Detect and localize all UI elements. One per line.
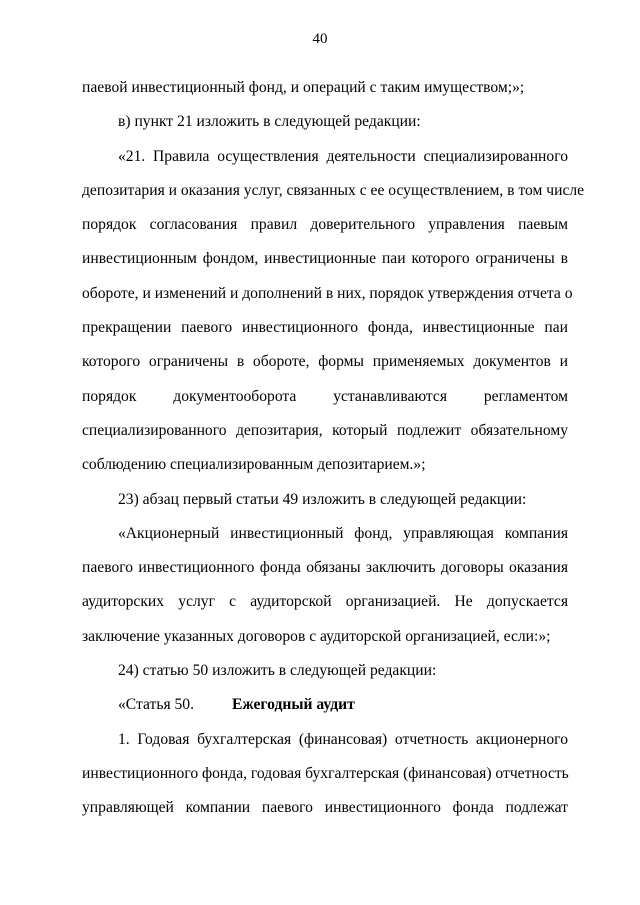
text-line: 24) статью 50 изложить в следующей редакции: xyxy=(118,662,437,680)
text-line: паевого инвестиционного фонда обязаны заключить договоры оказания xyxy=(82,559,568,577)
page-number: 40 xyxy=(312,31,328,47)
text-line: «Акционерный инвестиционный фонд, управляющая компания xyxy=(118,524,568,542)
text-line: в) пункт 21 изложить в следующей редакции: xyxy=(118,113,421,131)
text-line: паевой инвестиционный фонд, и операций с таким имуществом;»; xyxy=(82,79,525,96)
text-line: «21. Правила осуществления деятельности специализированного xyxy=(118,147,568,165)
text-line: 23) абзац первый статьи 49 изложить в следующей редакции: xyxy=(118,490,527,508)
text-line: обороте, и изменений и дополнений в них, порядок утверждения отчета о xyxy=(82,284,573,302)
text-line: прекращении паевого инвестиционного фонда, инвестиционные паи xyxy=(82,319,568,337)
text-line: инвестиционным фондом, инвестиционные паи которого ограничены в xyxy=(82,250,568,268)
text-line: порядок документооборота устанавливаются регламентом xyxy=(82,387,568,405)
article-title: Ежегодный аудит xyxy=(232,696,355,714)
text-line: порядок согласования правил доверительного управления паевым xyxy=(82,216,568,234)
text-line: управляющей компании паевого инвестиционного фонда подлежат xyxy=(82,799,568,817)
article-heading xyxy=(82,688,568,722)
text-line: аудиторских услуг с аудиторской организацией. Не допускается xyxy=(82,593,568,611)
article-number: «Статья 50. xyxy=(118,696,195,714)
text-line: депозитария и оказания услуг, связанных с ее осуществлением, в том числе xyxy=(82,181,585,199)
text-line: которого ограничены в обороте, формы применяемых документов и xyxy=(82,353,568,371)
text-line: 1. Годовая бухгалтерская (финансовая) отчетность акционерного xyxy=(118,730,568,748)
text-line: заключение указанных договоров с аудиторской организацией, если:»; xyxy=(82,627,551,645)
text-line: инвестиционного фонда, годовая бухгалтерская (финансовая) отчетность xyxy=(82,764,569,782)
text-line: специализированного депозитария, который подлежит обязательному xyxy=(82,421,568,439)
document-body xyxy=(82,71,585,826)
text-line: соблюдению специализированным депозитарием.»; xyxy=(82,456,426,474)
